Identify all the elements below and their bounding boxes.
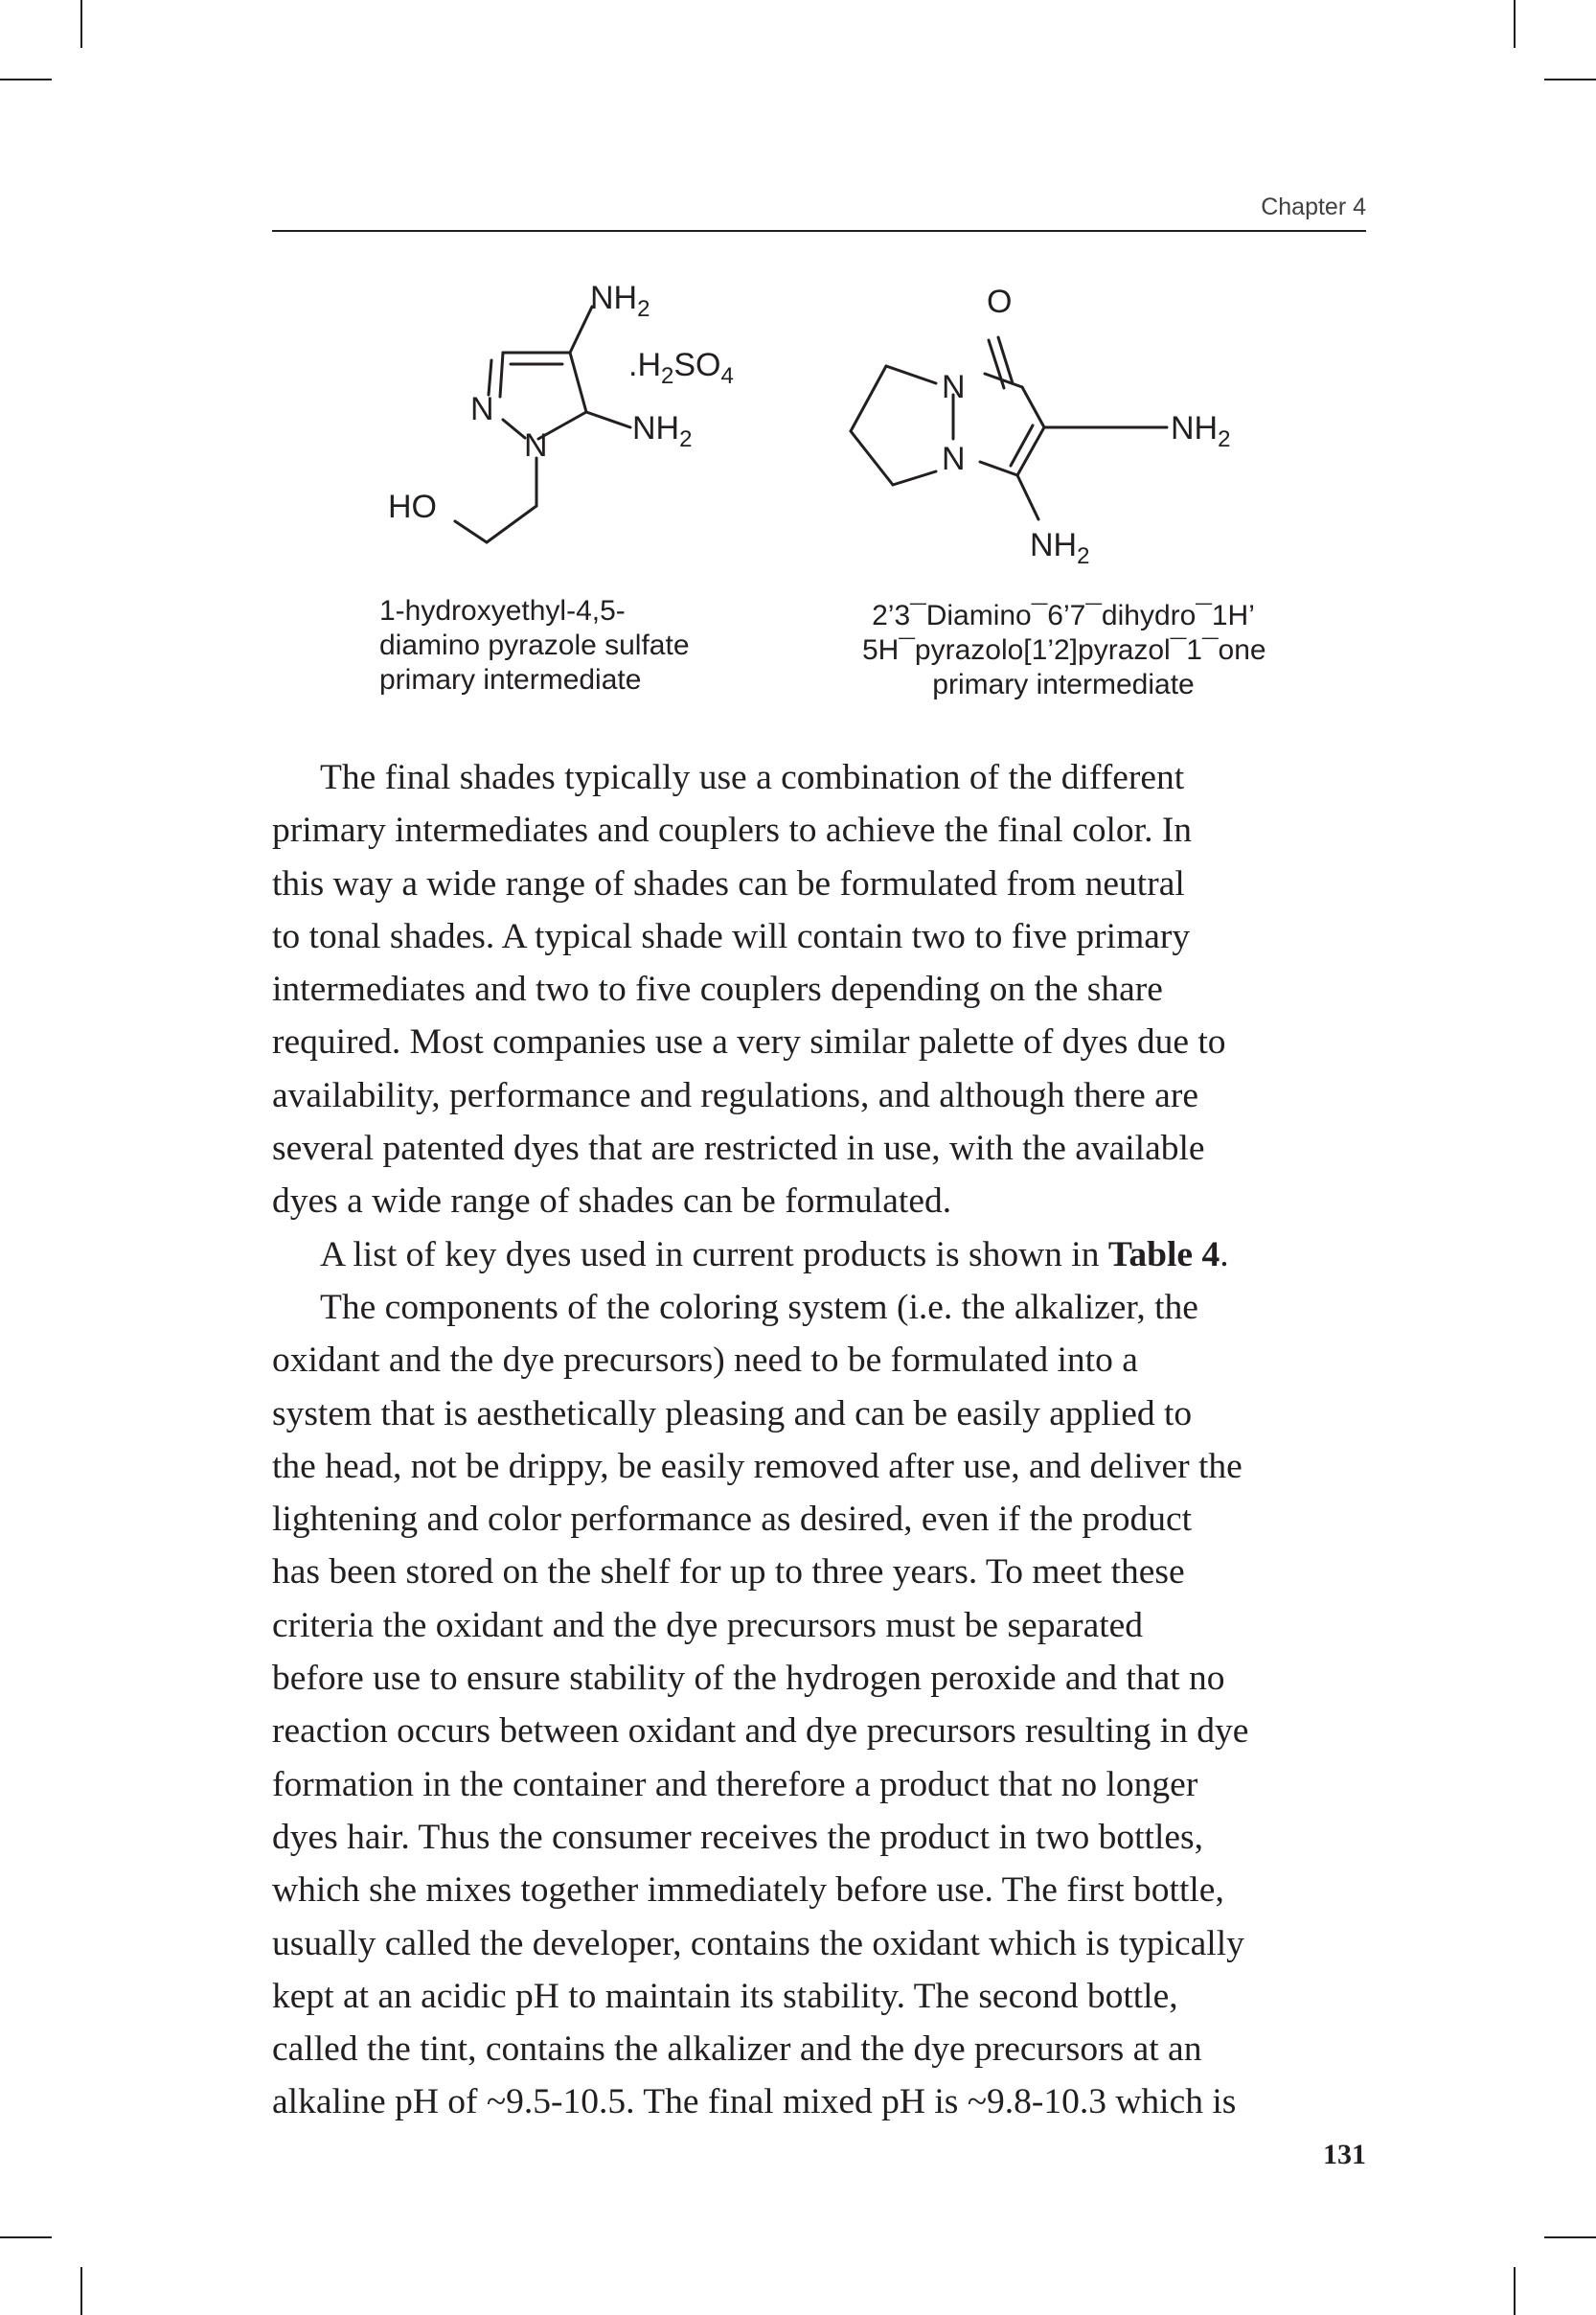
caption-line: primary intermediate — [932, 669, 1195, 700]
text-line: criteria the oxidant and the dye precursors must be separated — [272, 1605, 1144, 1645]
body-text — [272, 751, 1366, 2129]
text-line: has been stored on the shelf for up to three years. To meet these — [272, 1552, 1185, 1593]
crop-mark — [80, 0, 82, 48]
crop-mark — [1514, 2267, 1516, 2315]
chemical-structures-figure — [364, 268, 1284, 719]
caption-line: 5H¯pyrazolo[1’2]pyrazol¯1¯one — [862, 634, 1266, 666]
text-line: alkaline pH of ~9.5-10.5. The final mixed pH is ~9.8-10.3 which is — [272, 2082, 1237, 2122]
text-line: called the tint, contains the alkalizer and the dye precursors at an — [272, 2029, 1202, 2070]
text-line: formation in the container and therefore a product that no longer — [272, 1764, 1198, 1804]
table-reference: Table 4 — [1107, 1234, 1220, 1274]
paragraph — [272, 751, 1366, 1228]
nitrogen-label: N — [470, 391, 494, 427]
crop-mark — [0, 79, 52, 80]
right-structure-caption — [862, 599, 1265, 702]
text-line: primary intermediates and couplers to achieve the final color. In — [272, 811, 1193, 851]
text-line: availability, performance and regulations, and although there are — [272, 1075, 1198, 1115]
nh2-label: $NH_2$ — [1030, 527, 1090, 569]
caption-line: diamino pyrazole sulfate — [379, 630, 690, 661]
text-line: to tonal shades. A typical shade will contain two to five primary — [272, 916, 1191, 956]
text-line: this way a wide range of shades can be formulated from neutral — [272, 863, 1185, 904]
sulfate-label: $.H_2SO_4$ — [628, 347, 734, 389]
crop-mark — [1514, 0, 1516, 48]
text-line: reaction occurs between oxidant and dye precursors resulting in dye — [272, 1711, 1249, 1752]
text-line: several patented dyes that are restricted in use, with the available — [272, 1129, 1205, 1169]
text-line: The final shades typically use a combination of the different — [320, 758, 1185, 797]
text-line: oxidant and the dye precursors) need to be formulated into a — [272, 1341, 1138, 1381]
nitrogen-label: N — [942, 441, 966, 477]
crop-mark — [80, 2267, 82, 2315]
text-span: A list of key dyes used in current products is shown in — [320, 1234, 1108, 1274]
nh2-label: $NH_2$ — [1171, 410, 1231, 452]
chapter-label: Chapter 4 — [1261, 194, 1366, 220]
nitrogen-label: N — [524, 427, 548, 464]
left-structure-caption — [379, 594, 690, 698]
oxygen-label: O — [987, 284, 1013, 320]
nh2-label: $NH_2$ — [632, 410, 693, 452]
running-header — [272, 188, 1366, 232]
text-line: before use to ensure stability of the hydrogen peroxide and that no — [272, 1659, 1225, 1699]
text-line: which she mixes together immediately before use. The first bottle, — [272, 1870, 1224, 1911]
crop-mark — [0, 2236, 52, 2238]
crop-mark — [1544, 79, 1596, 80]
text-line: system that is aesthetically pleasing and can be easily applied to — [272, 1393, 1193, 1433]
text-span: . — [1220, 1234, 1229, 1274]
text-line: dyes a wide range of shades can be formulated. — [272, 1181, 952, 1222]
caption-line: 1-hydroxyethyl-4,5- — [379, 595, 626, 627]
hydroxyl-label: HO — [388, 489, 437, 525]
text-line: the head, not be drippy, be easily removed after use, and deliver the — [272, 1446, 1243, 1486]
text-line: intermediates and two to five couplers depending on the share — [272, 970, 1163, 1010]
caption-line: primary intermediate — [379, 664, 642, 696]
nitrogen-label: N — [942, 369, 966, 405]
caption-line: 2’3¯Diamino¯6’7¯dihydro¯1H’ — [872, 600, 1255, 631]
text-line: kept at an acidic pH to maintain its stability. The second bottle, — [272, 1976, 1178, 2016]
structure-drawings — [364, 268, 1284, 594]
text-line: dyes hair. Thus the consumer receives the product in two bottles, — [272, 1817, 1203, 1857]
paragraph — [272, 1228, 1366, 1281]
text-line: lightening and color performance as desired, even if the product — [272, 1500, 1193, 1540]
nh2-label: $NH_2$ — [590, 280, 650, 322]
text-line: The components of the coloring system (i.e. the alkalizer, the — [320, 1287, 1198, 1327]
crop-mark — [1544, 2236, 1596, 2238]
paragraph — [272, 1281, 1366, 2129]
text-line: usually called the developer, contains the oxidant which is typically — [272, 1923, 1244, 1963]
text-line: required. Most companies use a very similar palette of dyes due to — [272, 1022, 1226, 1063]
page-number: 131 — [1323, 2139, 1366, 2170]
